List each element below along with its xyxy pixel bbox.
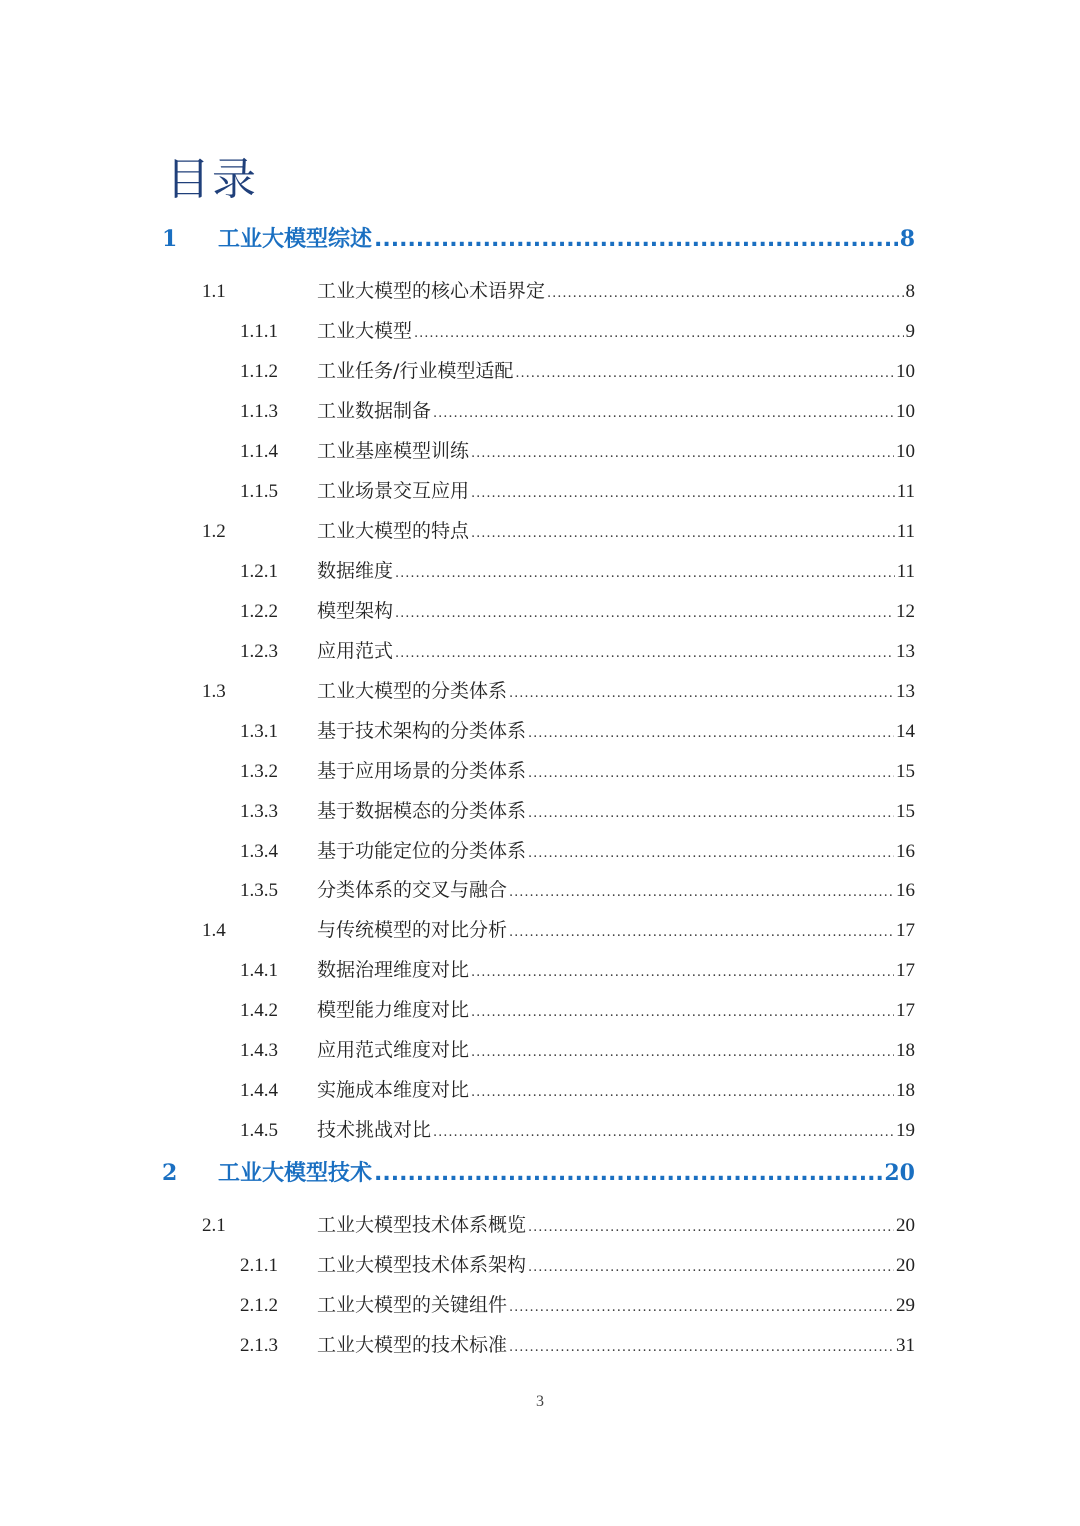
toc-entry-level-3[interactable] xyxy=(240,955,915,983)
toc-entry-number: 1.1.1 xyxy=(240,321,278,342)
toc-entry-number: 1.3.3 xyxy=(240,801,278,822)
toc-entry-page: 10 xyxy=(896,361,915,382)
toc-entry-title: 工业基座模型训练 xyxy=(317,440,470,462)
toc-entry-title: 工业大模型技术体系概览 xyxy=(317,1214,527,1236)
toc-entry-number: 2.1 xyxy=(202,1215,226,1236)
toc-dot-leader xyxy=(528,760,894,782)
toc-dot-leader xyxy=(515,360,894,382)
toc-entry-page: 15 xyxy=(896,761,915,782)
toc-entry-title: 工业大模型的技术标准 xyxy=(317,1334,508,1356)
toc-entry-page: 16 xyxy=(896,880,915,901)
toc-entry-title: 基于应用场景的分类体系 xyxy=(317,760,527,782)
toc-entry-level-2[interactable] xyxy=(202,915,915,943)
toc-entry-level-3[interactable] xyxy=(240,875,915,903)
toc-entry-number: 1 xyxy=(162,226,178,252)
toc-entry-level-2[interactable] xyxy=(202,676,915,704)
toc-entry-page: 17 xyxy=(896,1000,915,1021)
toc-dot-leader xyxy=(471,1039,894,1061)
toc-entry-title: 工业场景交互应用 xyxy=(317,480,470,502)
toc-entry-number: 1.4.1 xyxy=(240,960,278,981)
toc-entry-page: 20 xyxy=(884,1160,915,1186)
toc-entry-title: 工业大模型的关键组件 xyxy=(317,1294,508,1316)
toc-entry-number: 1.3.1 xyxy=(240,721,278,742)
toc-dot-leader xyxy=(414,320,903,342)
toc-dot-leader xyxy=(433,400,894,422)
toc-dot-leader xyxy=(528,1254,894,1276)
toc-entry-level-3[interactable] xyxy=(240,436,915,464)
toc-entry-number: 1.3.5 xyxy=(240,880,278,901)
toc-entry-page: 15 xyxy=(896,801,915,822)
toc-entry-title: 实施成本维度对比 xyxy=(317,1079,470,1101)
toc-dot-leader xyxy=(395,560,895,582)
toc-entry-title: 模型架构 xyxy=(317,600,394,622)
toc-entry-page: 9 xyxy=(905,321,915,342)
toc-entry-number: 1.3 xyxy=(202,681,226,702)
toc-entry-title: 基于数据模态的分类体系 xyxy=(317,800,527,822)
toc-entry-title: 工业大模型技术 xyxy=(218,1161,373,1186)
toc-entry-title: 工业大模型的分类体系 xyxy=(317,680,508,702)
toc-entry-number: 2.1.1 xyxy=(240,1255,278,1276)
toc-entry-page: 14 xyxy=(896,721,915,742)
toc-dot-leader xyxy=(547,280,903,302)
toc-dot-leader xyxy=(471,480,895,502)
toc-dot-leader xyxy=(509,919,894,941)
toc-entry-title: 与传统模型的对比分析 xyxy=(317,919,508,941)
toc-dot-leader xyxy=(471,1079,894,1101)
toc-entry-page: 13 xyxy=(896,641,915,662)
toc-entry-level-3[interactable] xyxy=(240,316,915,344)
toc-entry-level-3[interactable] xyxy=(240,756,915,784)
toc-entry-level-3[interactable] xyxy=(240,636,915,664)
toc-entry-level-3[interactable] xyxy=(240,1035,915,1063)
toc-entry-level-3[interactable] xyxy=(240,716,915,744)
toc-entry-level-1[interactable] xyxy=(162,1156,915,1188)
toc-entry-level-3[interactable] xyxy=(240,836,915,864)
toc-dot-leader xyxy=(509,879,894,901)
toc-entry-page: 12 xyxy=(896,601,915,622)
toc-entry-number: 2 xyxy=(162,1160,178,1186)
toc-entry-number: 1.3.4 xyxy=(240,841,278,862)
toc-entry-number: 1.4.3 xyxy=(240,1040,278,1061)
toc-entry-page: 8 xyxy=(899,226,915,252)
toc-entry-page: 10 xyxy=(896,441,915,462)
toc-entry-page: 18 xyxy=(896,1040,915,1061)
toc-dot-leader xyxy=(471,440,894,462)
toc-dot-leader xyxy=(471,999,894,1021)
toc-entry-title: 数据治理维度对比 xyxy=(317,959,470,981)
toc-entry-number: 1.3.2 xyxy=(240,761,278,782)
toc-entry-level-3[interactable] xyxy=(240,596,915,624)
toc-entry-level-2[interactable] xyxy=(202,516,915,544)
toc-entry-page: 13 xyxy=(896,681,915,702)
toc-entry-page: 8 xyxy=(905,281,915,302)
toc-entry-page: 17 xyxy=(896,920,915,941)
toc-entry-title: 工业大模型 xyxy=(317,320,413,342)
toc-dot-leader xyxy=(433,1119,894,1141)
toc-dot-leader xyxy=(528,720,894,742)
toc-dot-leader xyxy=(395,600,894,622)
toc-entry-number: 1.4 xyxy=(202,920,226,941)
toc-entry-level-3[interactable] xyxy=(240,1075,915,1103)
toc-entry-title: 技术挑战对比 xyxy=(317,1119,432,1141)
toc-entry-level-3[interactable] xyxy=(240,1290,915,1318)
toc-dot-leader xyxy=(471,959,894,981)
toc-entry-number: 1.4.2 xyxy=(240,1000,278,1021)
toc-entry-level-3[interactable] xyxy=(240,1250,915,1278)
toc-entry-title: 工业大模型的特点 xyxy=(317,520,470,542)
toc-entry-level-3[interactable] xyxy=(240,1330,915,1358)
toc-entry-page: 10 xyxy=(896,401,915,422)
toc-entry-number: 1.4.4 xyxy=(240,1080,278,1101)
toc-entry-number: 1.2.3 xyxy=(240,641,278,662)
toc-entry-level-3[interactable] xyxy=(240,796,915,824)
toc-entry-title: 工业大模型技术体系架构 xyxy=(317,1254,527,1276)
toc-dot-leader xyxy=(374,227,898,252)
toc-dot-leader xyxy=(509,680,894,702)
toc-entry-title: 工业大模型的核心术语界定 xyxy=(317,280,546,302)
toc-entry-number: 1.4.5 xyxy=(240,1120,278,1141)
toc-entry-level-3[interactable] xyxy=(240,995,915,1023)
toc-entry-level-3[interactable] xyxy=(240,356,915,384)
toc-dot-leader xyxy=(528,1214,894,1236)
toc-entry-title: 工业大模型综述 xyxy=(218,227,373,252)
toc-entry-title: 基于功能定位的分类体系 xyxy=(317,840,527,862)
toc-entry-number: 1.1 xyxy=(202,281,226,302)
page-title: 目录 xyxy=(166,154,258,205)
toc-entry-title: 数据维度 xyxy=(317,560,394,582)
toc-entry-page: 20 xyxy=(896,1255,915,1276)
toc-entry-number: 2.1.3 xyxy=(240,1335,278,1356)
toc-entry-level-3[interactable] xyxy=(240,476,915,504)
toc-entry-level-3[interactable] xyxy=(240,556,915,584)
toc-entry-level-1[interactable] xyxy=(162,222,915,254)
toc-entry-level-3[interactable] xyxy=(240,1115,915,1143)
toc-entry-page: 16 xyxy=(896,841,915,862)
toc-entry-number: 1.1.2 xyxy=(240,361,278,382)
toc-entry-number: 1.2 xyxy=(202,521,226,542)
toc-entry-number: 1.1.5 xyxy=(240,481,278,502)
toc-dot-leader xyxy=(528,840,894,862)
toc-dot-leader xyxy=(509,1294,894,1316)
page-number: 3 xyxy=(536,1393,544,1410)
toc-dot-leader xyxy=(509,1334,894,1356)
toc-entry-page: 31 xyxy=(896,1335,915,1356)
toc-dot-leader xyxy=(395,640,894,662)
toc-dot-leader xyxy=(471,520,895,542)
toc-entry-title: 应用范式维度对比 xyxy=(317,1039,470,1061)
toc-entry-title: 工业任务/行业模型适配 xyxy=(317,360,514,382)
toc-entry-page: 17 xyxy=(896,960,915,981)
toc-entry-level-2[interactable] xyxy=(202,276,915,304)
toc-entry-number: 1.2.1 xyxy=(240,561,278,582)
toc-entry-title: 分类体系的交叉与融合 xyxy=(317,879,508,901)
toc-entry-title: 应用范式 xyxy=(317,640,394,662)
toc-entry-title: 工业数据制备 xyxy=(317,400,432,422)
toc-entry-number: 1.2.2 xyxy=(240,601,278,622)
toc-dot-leader xyxy=(528,800,894,822)
toc-entry-title: 基于技术架构的分类体系 xyxy=(317,720,527,742)
toc-entry-page: 18 xyxy=(896,1080,915,1101)
toc-entry-page: 20 xyxy=(896,1215,915,1236)
toc-dot-leader xyxy=(374,1161,882,1186)
toc-entry-level-2[interactable] xyxy=(202,1210,915,1238)
toc-entry-level-3[interactable] xyxy=(240,396,915,424)
toc-entry-number: 1.1.3 xyxy=(240,401,278,422)
toc-entry-page: 11 xyxy=(896,561,915,582)
toc-entry-title: 模型能力维度对比 xyxy=(317,999,470,1021)
toc-entry-page: 11 xyxy=(896,481,915,502)
toc-entry-page: 29 xyxy=(896,1295,915,1316)
toc-entry-page: 11 xyxy=(896,521,915,542)
toc-entry-number: 2.1.2 xyxy=(240,1295,278,1316)
toc-entry-page: 19 xyxy=(896,1120,915,1141)
toc-entry-number: 1.1.4 xyxy=(240,441,278,462)
